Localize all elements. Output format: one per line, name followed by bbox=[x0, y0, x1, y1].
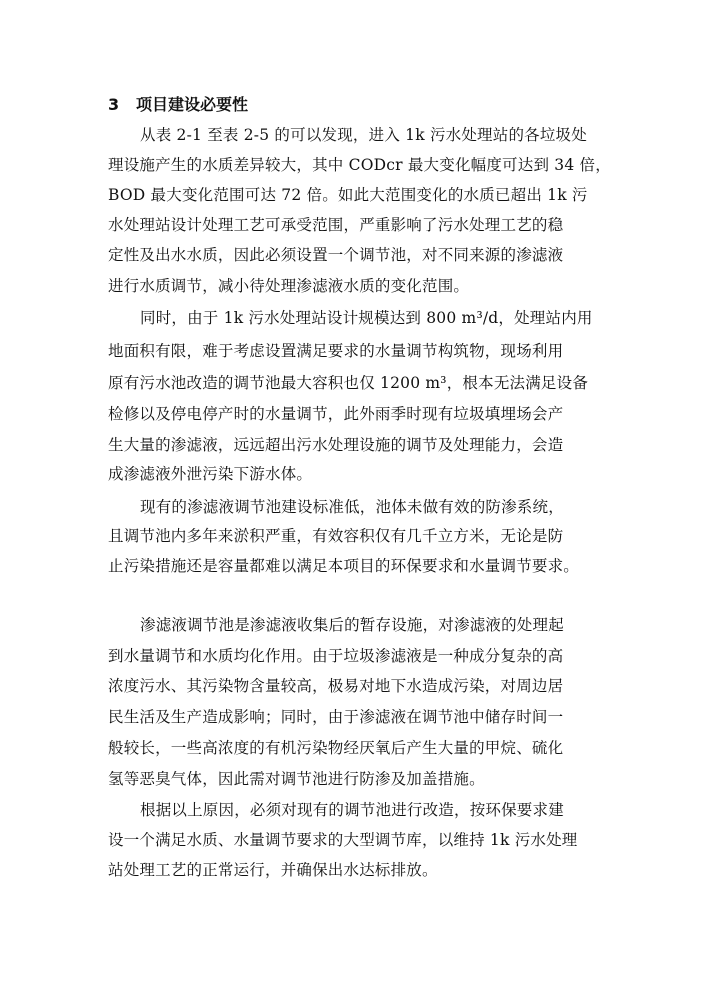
paragraph-3-line: 止污染措施还是容量都难以满足本项目的环保要求和水量调节要求。 bbox=[108, 557, 580, 575]
paragraph-2-line: 原有污水池改造的调节池最大容积也仅 1200 m³，根本无法满足设备 bbox=[108, 374, 589, 392]
paragraph-2-line: 生大量的渗滤液，远远超出污水处理设施的调节及处理能力，会造 bbox=[108, 436, 564, 454]
paragraph-4-line: 氢等恶臭气体，因此需对调节池进行防渗及加盖措施。 bbox=[108, 770, 485, 788]
section-number: 3 bbox=[108, 95, 120, 114]
paragraph-3-line: 且调节池内多年来淤积严重，有效容积仅有几千立方米，无论是防 bbox=[108, 527, 564, 545]
paragraph-2-line: 地面积有限，难于考虑设置满足要求的水量调节构筑物，现场利用 bbox=[108, 342, 564, 360]
paragraph-4-line: 渗滤液调节池是渗滤液收集后的暂存设施，对渗滤液的处理起 bbox=[140, 616, 564, 634]
paragraph-1-line: BOD 最大变化范围可达 72 倍。如此大范围变化的水质已超出 1k 污 bbox=[108, 186, 588, 204]
paragraph-2-line: 检修以及停电停产时的水量调节，此外雨季时现有垃圾填埋场会产 bbox=[108, 405, 564, 423]
paragraph-1-line: 定性及出水水质，因此必须设置一个调节池，对不同来源的渗滤液 bbox=[108, 246, 564, 264]
paragraph-3-line: 现有的渗滤液调节池建设标准低，池体未做有效的防渗系统， bbox=[140, 498, 564, 516]
paragraph-4-line: 般较长，一些高浓度的有机污染物经厌氧后产生大量的甲烷、硫化 bbox=[108, 739, 564, 757]
section-heading bbox=[108, 92, 248, 115]
paragraph-1-line: 理设施产生的水质差异较大，其中 CODcr 最大变化幅度可达到 34 倍， bbox=[108, 156, 611, 174]
paragraph-4-line: 民生活及生产造成影响；同时，由于渗滤液在调节池中储存时间一 bbox=[108, 708, 564, 726]
paragraph-1-line: 水处理站设计处理工艺可承受范围，严重影响了污水处理工艺的稳 bbox=[108, 216, 564, 234]
paragraph-1-line: 从表 2-1 至表 2-5 的可以发现，进入 1k 污水处理站的各垃圾处 bbox=[140, 126, 587, 144]
paragraph-1-line: 进行水质调节，减小待处理渗滤液水质的变化范围。 bbox=[108, 277, 470, 295]
paragraph-4-line: 浓度污水、其污染物含量较高，极易对地下水造成污染，对周边居 bbox=[108, 677, 564, 695]
paragraph-5-line: 站处理工艺的正常运行，并确保出水达标排放。 bbox=[108, 861, 438, 879]
section-title: 项目建设必要性 bbox=[136, 95, 249, 114]
paragraph-5-line: 根据以上原因，必须对现有的调节池进行改造，按环保要求建 bbox=[140, 801, 564, 819]
paragraph-4-line: 到水量调节和水质均化作用。由于垃圾渗滤液是一种成分复杂的高 bbox=[108, 647, 564, 665]
paragraph-5-line: 设一个满足水质、水量调节要求的大型调节库，以维持 1k 污水处理 bbox=[108, 831, 578, 849]
paragraph-2-line: 成渗滤液外泄污染下游水体。 bbox=[108, 465, 313, 483]
paragraph-2-line: 同时，由于 1k 污水处理站设计规模达到 800 m³/d，处理站内用 bbox=[140, 309, 593, 327]
